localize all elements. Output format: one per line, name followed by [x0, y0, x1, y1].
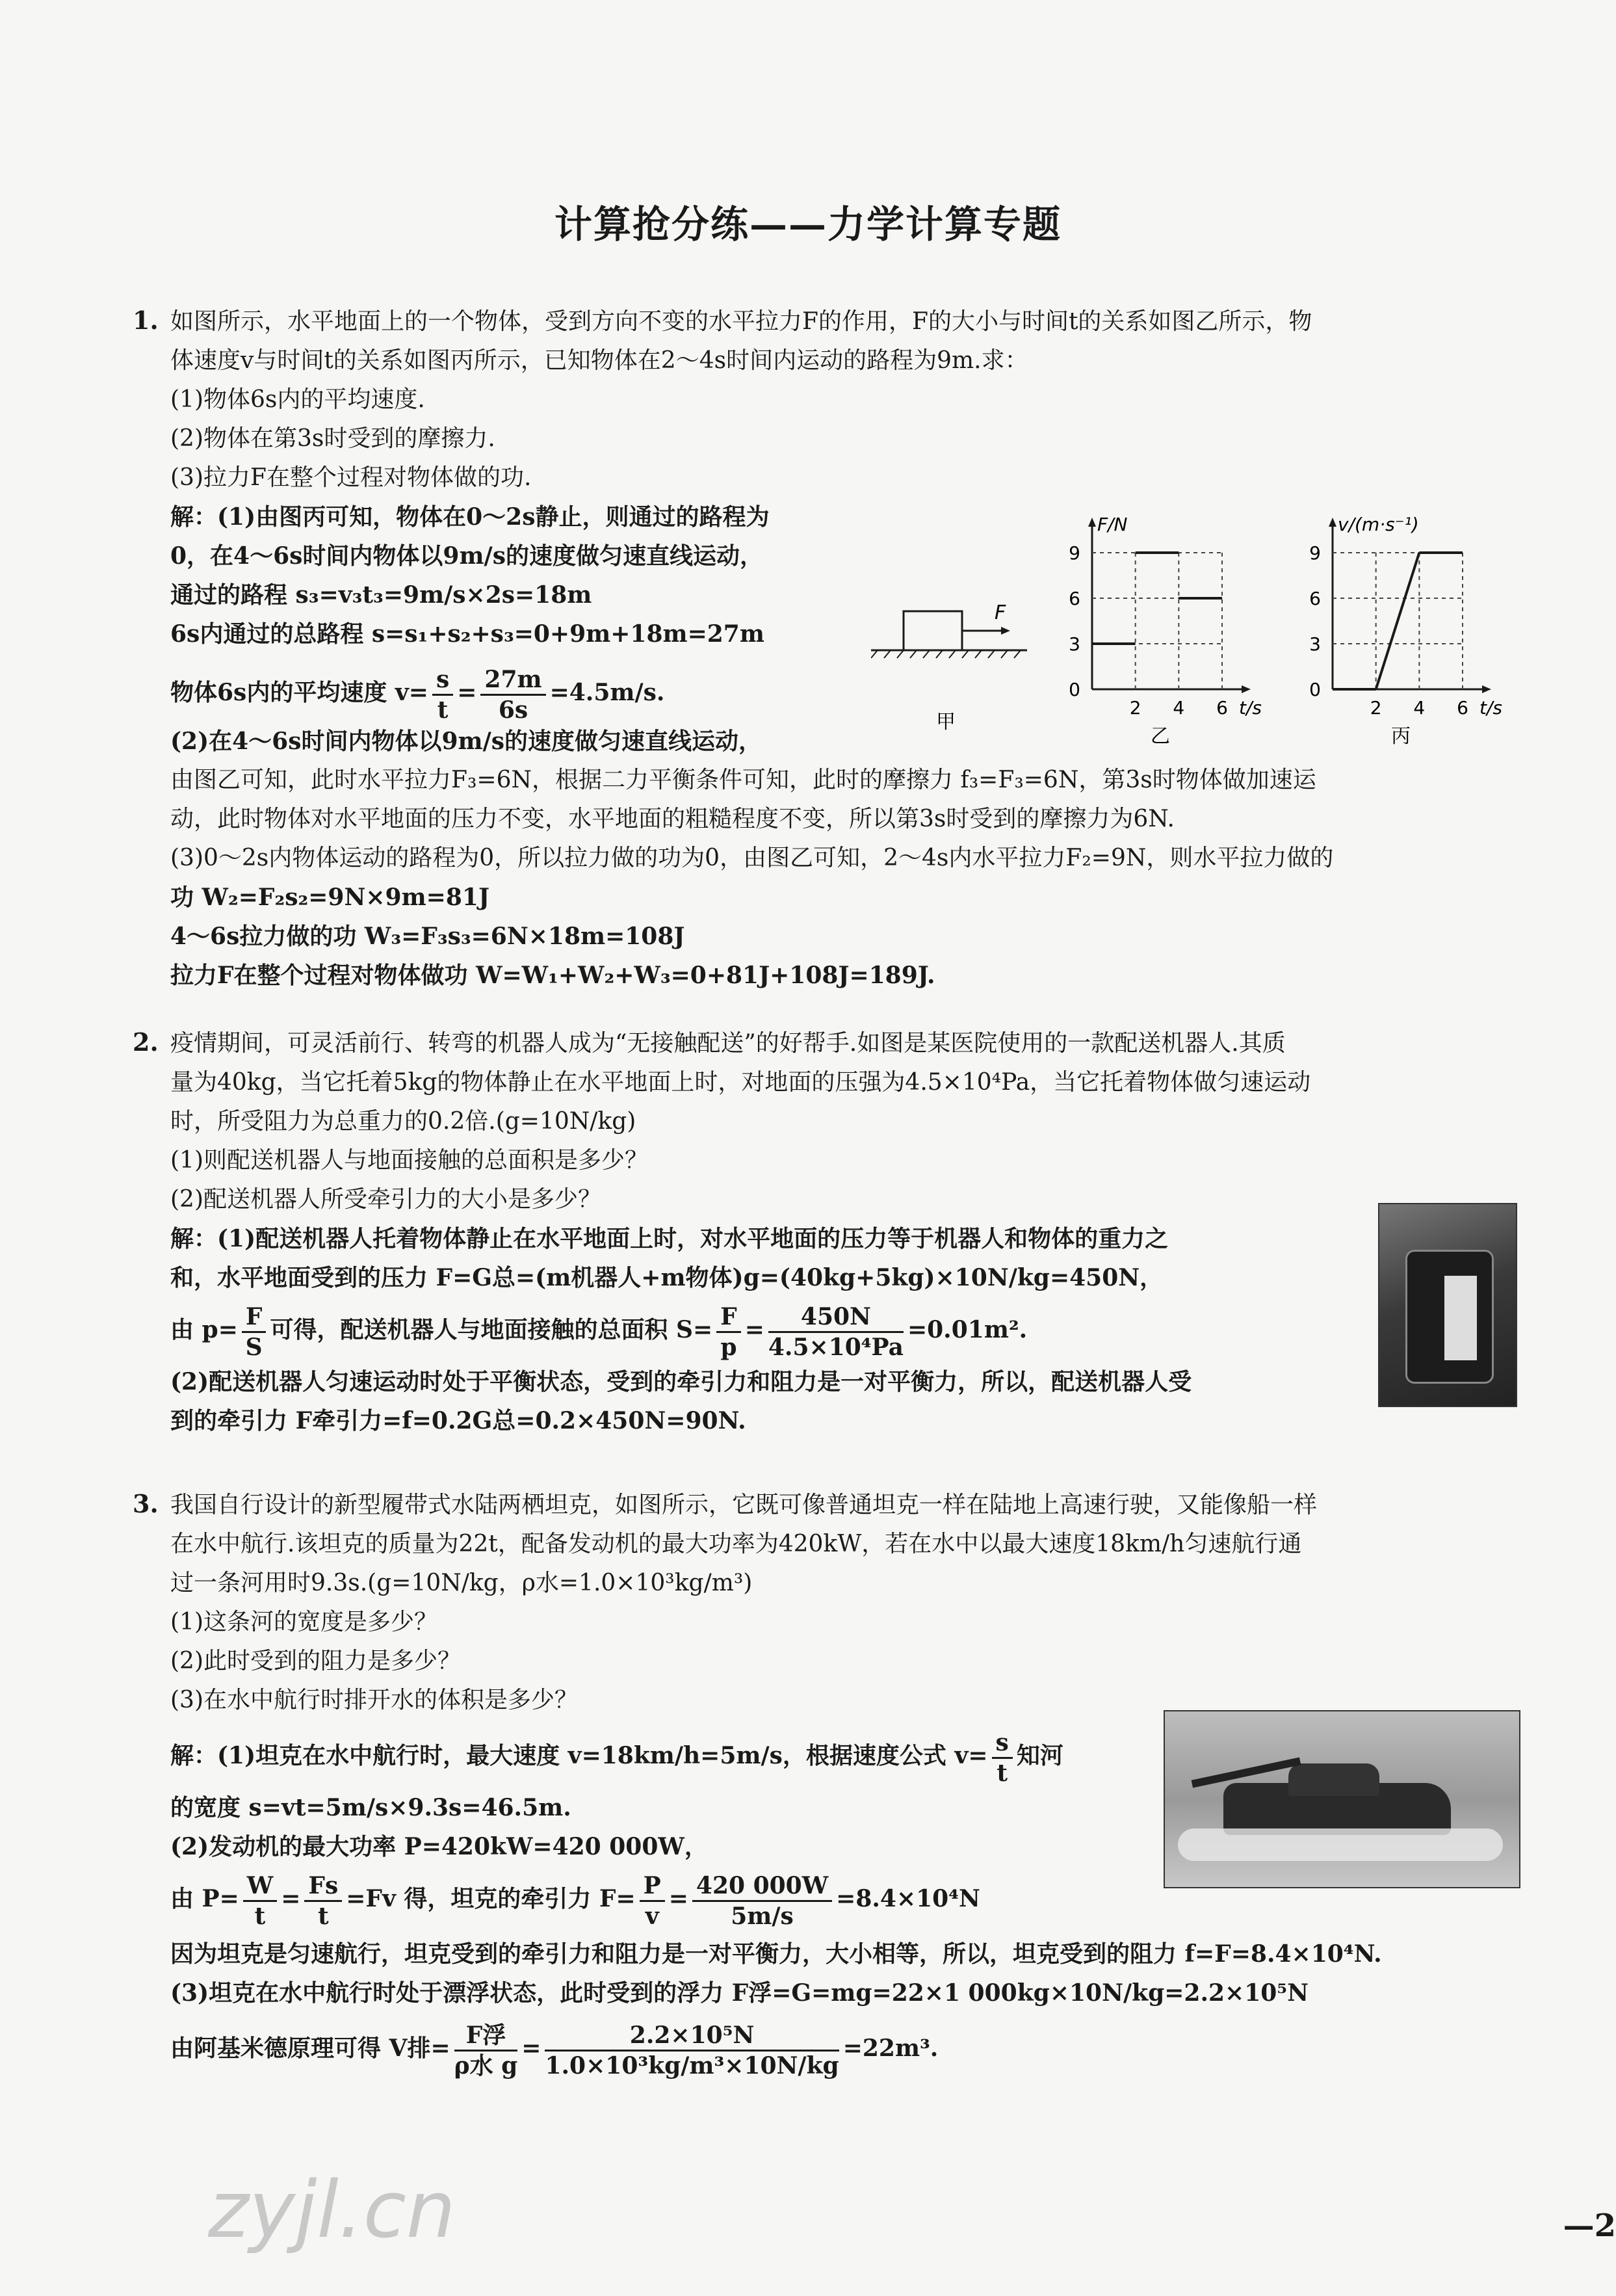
tank-photo — [1164, 1710, 1520, 1888]
q3-frac-Fs-t: $\frac{Fs}{t}$ — [304, 1871, 342, 1931]
y-axis-label: F/N — [1097, 514, 1128, 535]
x-axis-label: t/s — [1239, 697, 1262, 719]
q1-sol-12: 拉力F在整个过程对物体做功 W=W₁+W₂+W₃=0+81J+108J=189J. — [170, 962, 935, 989]
q2-sub-1: (1)则配送机器人与地面接触的总面积是多少？ — [170, 1147, 648, 1174]
q3-stem-3: 过一条河用时9.3s.(g=10N/kg，ρ水=1.0×10³kg/m³) — [170, 1570, 753, 1596]
q2-sol-2: 和，水平地面受到的压力 F=G总=(m机器人+m物体)g=(40kg+5kg)×10N/kg=450N， — [170, 1264, 1164, 1291]
q2-stem-2: 量为40kg，当它托着5kg的物体静止在水平地面上时，对地面的压强为4.5×10⁴Pa，当它托着物体做匀速运动 — [170, 1069, 1311, 1096]
chart-bing — [1294, 494, 1528, 748]
q1-frac-s-t: $\frac{s}{t}$ — [432, 665, 453, 724]
q2-number: 2. — [133, 1027, 159, 1057]
y-axis-label: v/(m·s⁻¹) — [1338, 514, 1419, 535]
block — [904, 611, 962, 650]
q1-sol-7: 由图乙可知，此时水平拉力F₃=6N，根据二力平衡条件可知，此时的摩擦力 f₃=F₃=6N，第3s时物体做加速运 — [170, 767, 1316, 793]
x-axis-arrow-icon — [1242, 685, 1251, 693]
q3-stem-1: 我国自行设计的新型履带式水陆两栖坦克，如图所示，它既可像普通坦克一样在陆地上高速行驶，又能像船一样 — [170, 1492, 1318, 1518]
q1-sol-6: (2)在4～6s时间内物体以9m/s的速度做匀速直线运动， — [170, 728, 762, 755]
q3-stem-2: 在水中航行.该坦克的质量为22t，配备发动机的最大功率为420kW，若在水中以最大速度18km/h匀速航行通 — [170, 1531, 1302, 1557]
q3-frac-420000-5: $\frac{420 000W}{5m/s}$ — [692, 1871, 832, 1931]
q3-sub-2: (2)此时受到的阻力是多少？ — [170, 1648, 461, 1674]
data-segment — [1376, 553, 1420, 689]
y-tick-label: 6 — [1069, 588, 1080, 609]
x-tick-label: 4 — [1413, 697, 1426, 719]
y-tick-label: 9 — [1309, 542, 1321, 564]
q3-number: 3. — [133, 1489, 159, 1518]
chart-caption: 丙 — [1391, 725, 1411, 748]
force-label: F — [995, 601, 1006, 624]
q2-sol-5: 到的牵引力 F牵引力=f=0.2G总=0.2×450N=90N. — [170, 1407, 746, 1434]
water-splash — [1178, 1828, 1503, 1861]
q3-frac-final: $\frac{\text{2.2×10⁵N}}{\text{1.0×10³kg/m³×10N/kg}}$ — [545, 2021, 839, 2079]
q3-frac-s-t: $\frac{s}{t}$ — [992, 1728, 1013, 1788]
q1-sub-1: (1)物体6s内的平均速度. — [170, 386, 425, 413]
q1-sol-8: 动，此时物体对水平地面的压力不变，水平地面的粗糙程度不变，所以第3s时受到的摩擦力为6N. — [170, 806, 1175, 832]
robot-photo — [1378, 1203, 1517, 1407]
q3-sol-3: (2)发动机的最大功率 P=420kW=420 000W， — [170, 1833, 708, 1860]
x-axis-label: t/s — [1479, 697, 1502, 719]
x-axis-arrow-icon — [1482, 685, 1491, 693]
y-tick-label: 9 — [1069, 542, 1080, 564]
q2-sub-2: (2)配送机器人所受牵引力的大小是多少？ — [170, 1186, 601, 1213]
y-tick-label: 3 — [1069, 633, 1080, 655]
x-tick-label: 6 — [1216, 697, 1228, 719]
fig-jia-label: 甲 — [936, 711, 956, 733]
q2-sol-4: (2)配送机器人匀速运动时处于平衡状态，受到的牵引力和阻力是一对平衡力，所以，配送机器人受 — [170, 1368, 1192, 1395]
watermark: zyjl.cn — [208, 2165, 456, 2256]
x-tick-label: 2 — [1370, 697, 1382, 719]
q2-sol-3: 由 p= $\frac{F}{S}$ 可得，配送机器人与地面接触的总面积 S= $\frac{F}{p}$ = $\frac{450N}{\text{4.5×10⁴Pa}}$ =0.01m². — [170, 1302, 1028, 1361]
q1-sol-10: 功 W₂=F₂s₂=9N×9m=81J — [170, 884, 489, 911]
q3-sol-2: 的宽度 s=vt=5m/s×9.3s=46.5m. — [170, 1794, 571, 1821]
q3-sol-5: 因为坦克是匀速航行，坦克受到的牵引力和阻力是一对平衡力，大小相等，所以，坦克受到的阻力 f=F=8.4×10⁴N. — [170, 1940, 1382, 1968]
y-tick-label: 0 — [1069, 679, 1080, 700]
q1-number: 1. — [133, 306, 159, 335]
q3-sol-7: 由阿基米德原理可得 V排= $\frac{\text{F浮}}{\text{ρ水 g}}$ = $\frac{\text{2.2×10⁵N}}{\text{1.0×10³kg/m³×10N/kg}}$ =22m³. — [170, 2021, 939, 2079]
x-tick-label: 6 — [1457, 697, 1468, 719]
y-axis-arrow-icon — [1088, 518, 1096, 527]
q1-sol-2: 0，在4～6s时间内物体以9m/s的速度做匀速直线运动， — [170, 542, 763, 570]
q1-sub-2: (2)物体在第3s时受到的摩擦力. — [170, 425, 495, 452]
q1-stem-1: 如图所示，水平地面上的一个物体，受到方向不变的水平拉力F的作用，F的大小与时间t的关系如图乙所示，物 — [170, 308, 1312, 335]
x-tick-label: 2 — [1129, 697, 1141, 719]
q3-sol-4: 由 P= $\frac{W}{t}$ = $\frac{Fs}{t}$ =Fv 得，坦克的牵引力 F= $\frac{P}{v}$ = $\frac{420 000W}{5m/s}$ =8.4×10⁴N — [170, 1871, 980, 1930]
q1-avg-speed-label: 物体6s内的平均速度 v= — [170, 679, 428, 706]
q1-sol-11: 4～6s拉力做的功 W₃=F₃s₃=6N×18m=108J — [170, 923, 685, 950]
q2-frac-F-S: $\frac{F}{S}$ — [242, 1302, 267, 1362]
arrow-head-icon — [1001, 627, 1010, 635]
q3-frac-P-v: $\frac{P}{v}$ — [640, 1871, 665, 1931]
tank-turret — [1288, 1763, 1379, 1796]
x-tick-label: 4 — [1173, 697, 1185, 719]
y-tick-label: 3 — [1309, 633, 1321, 655]
q3-frac-W-t: $\frac{W}{t}$ — [243, 1871, 277, 1931]
q2-sol-1: 解：(1)配送机器人托着物体静止在水平地面上时，对水平地面的压力等于机器人和物体的重力之 — [170, 1225, 1169, 1252]
q2-stem-3: 时，所受阻力为总重力的0.2倍.(g=10N/kg) — [170, 1108, 636, 1135]
ground-hatch — [871, 650, 1021, 658]
q3-sol-1: 解：(1)坦克在水中航行时，最大速度 v=18km/h=5m/s，根据速度公式 v= $\frac{s}{t}$ 知河 — [170, 1728, 1063, 1787]
y-axis-arrow-icon — [1329, 518, 1336, 527]
q2-stem-1: 疫情期间，可灵活前行、转弯的机器人成为“无接触配送”的好帮手.如图是某医院使用的一款配送机器人.其质 — [170, 1030, 1286, 1057]
page-number: —2 — [1563, 2208, 1616, 2244]
q1-sol-3: 通过的路程 s₃=v₃t₃=9m/s×2s=18m — [170, 581, 592, 609]
page-title: 计算抢分练——力学计算专题 — [554, 202, 1062, 246]
chart-caption: 乙 — [1151, 725, 1170, 748]
q2-frac-F-p: $\frac{F}{p}$ — [716, 1302, 741, 1362]
chart-yi — [1053, 494, 1268, 748]
y-tick-label: 0 — [1309, 679, 1321, 700]
q1-sub-3: (3)拉力F在整个过程对物体做的功. — [170, 464, 532, 491]
figure-jia — [871, 598, 1034, 741]
q1-sol-1: 解：(1)由图丙可知，物体在0～2s静止，则通过的路程为 — [170, 503, 770, 531]
q1-sol-4: 6s内通过的总路程 s=s₁+s₂+s₃=0+9m+18m=27m — [170, 620, 764, 648]
q1-sol-9: (3)0～2s内物体运动的路程为0，所以拉力做的功为0，由图乙可知，2～4s内水平拉力F₂=9N，则水平拉力做的 — [170, 845, 1334, 871]
q1-stem-2: 体速度v与时间t的关系如图丙所示，已知物体在2～4s时间内运动的路程为9m.求： — [170, 347, 1028, 374]
q3-frac-Ffu-rho-g: $\frac{\text{F浮}}{\text{ρ水 g}}$ — [454, 2021, 518, 2079]
q2-frac-450-45: $\frac{450N}{\text{4.5×10⁴Pa}}$ — [768, 1302, 904, 1361]
q3-sub-3: (3)在水中航行时排开水的体积是多少？ — [170, 1687, 578, 1713]
q1-frac-27-6: $\frac{27m}{6s}$ — [480, 665, 545, 724]
robot-panel — [1444, 1276, 1477, 1360]
q3-sol-6: (3)坦克在水中航行时处于漂浮状态，此时受到的浮力 F浮=G=mg=22×1 000kg×10N/kg=2.2×10⁵N — [170, 1979, 1309, 2007]
q3-sub-1: (1)这条河的宽度是多少？ — [170, 1609, 437, 1635]
y-tick-label: 6 — [1309, 588, 1321, 609]
q1-sol-5: 物体6s内的平均速度 v= $\frac{s}{t}$ = $\frac{27m}{6s}$ =4.5m/s. — [170, 665, 665, 724]
